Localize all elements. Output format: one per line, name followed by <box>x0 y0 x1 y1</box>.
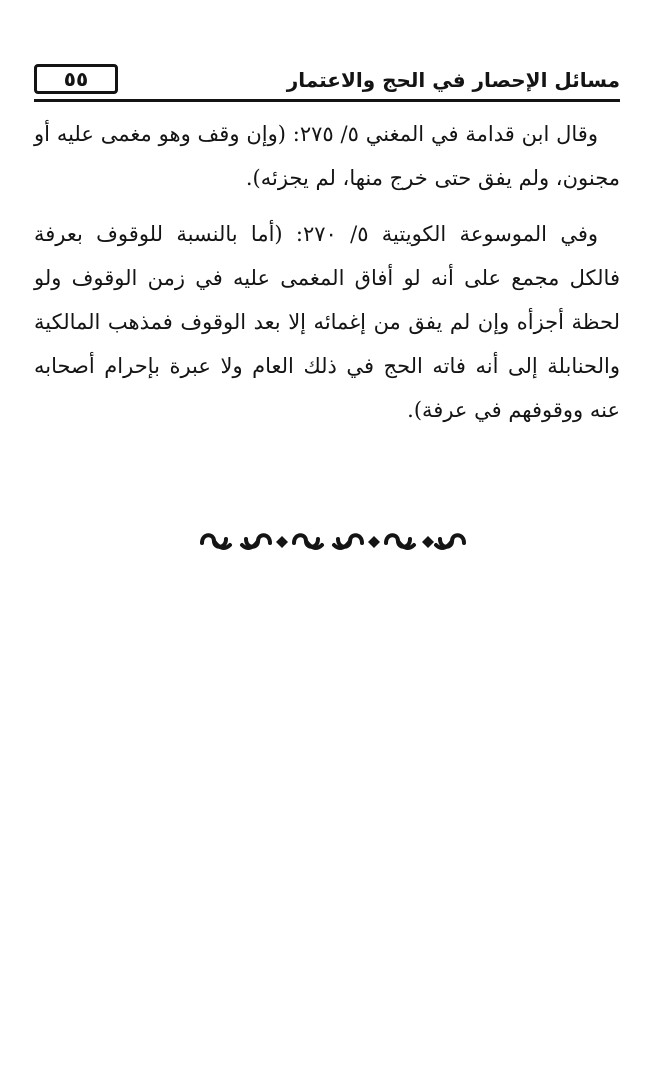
ornament-glyphs-icon <box>196 527 470 557</box>
section-divider-ornament-icon <box>120 524 546 560</box>
page-body <box>34 112 620 432</box>
paragraph-kuwaiti-encyclopedia-quote: وفي الموسوعة الكويتية ٥/ ٢٧٠: (أما بالنسبة للوقوف بعرفة فالكل مجمع على أنه لو أفاق المغمى عليه في زمن الوقوف ولو لحظة أجزأه وإن لم يفق من إغمائه إلا بعد الوقوف فمذهب المالكية والحنابلة إلى أنه فاته الحج في ذلك العام ولا عبرة بإحرام أصحابه عنه ووقوفهم في عرفة). <box>34 222 620 422</box>
book-title: مسائل الإحصار في الحج والاعتمار <box>286 68 620 92</box>
page-header <box>34 64 620 102</box>
paragraph-ibn-qudama-quote: وقال ابن قدامة في المغني ٥/ ٢٧٥: (وإن وقف وهو مغمى عليه أو مجنون، ولم يفق حتى خرج منها، لم يجزئه). <box>34 122 620 190</box>
header-divider <box>34 99 620 102</box>
page-number: ٥٥ <box>34 64 118 94</box>
